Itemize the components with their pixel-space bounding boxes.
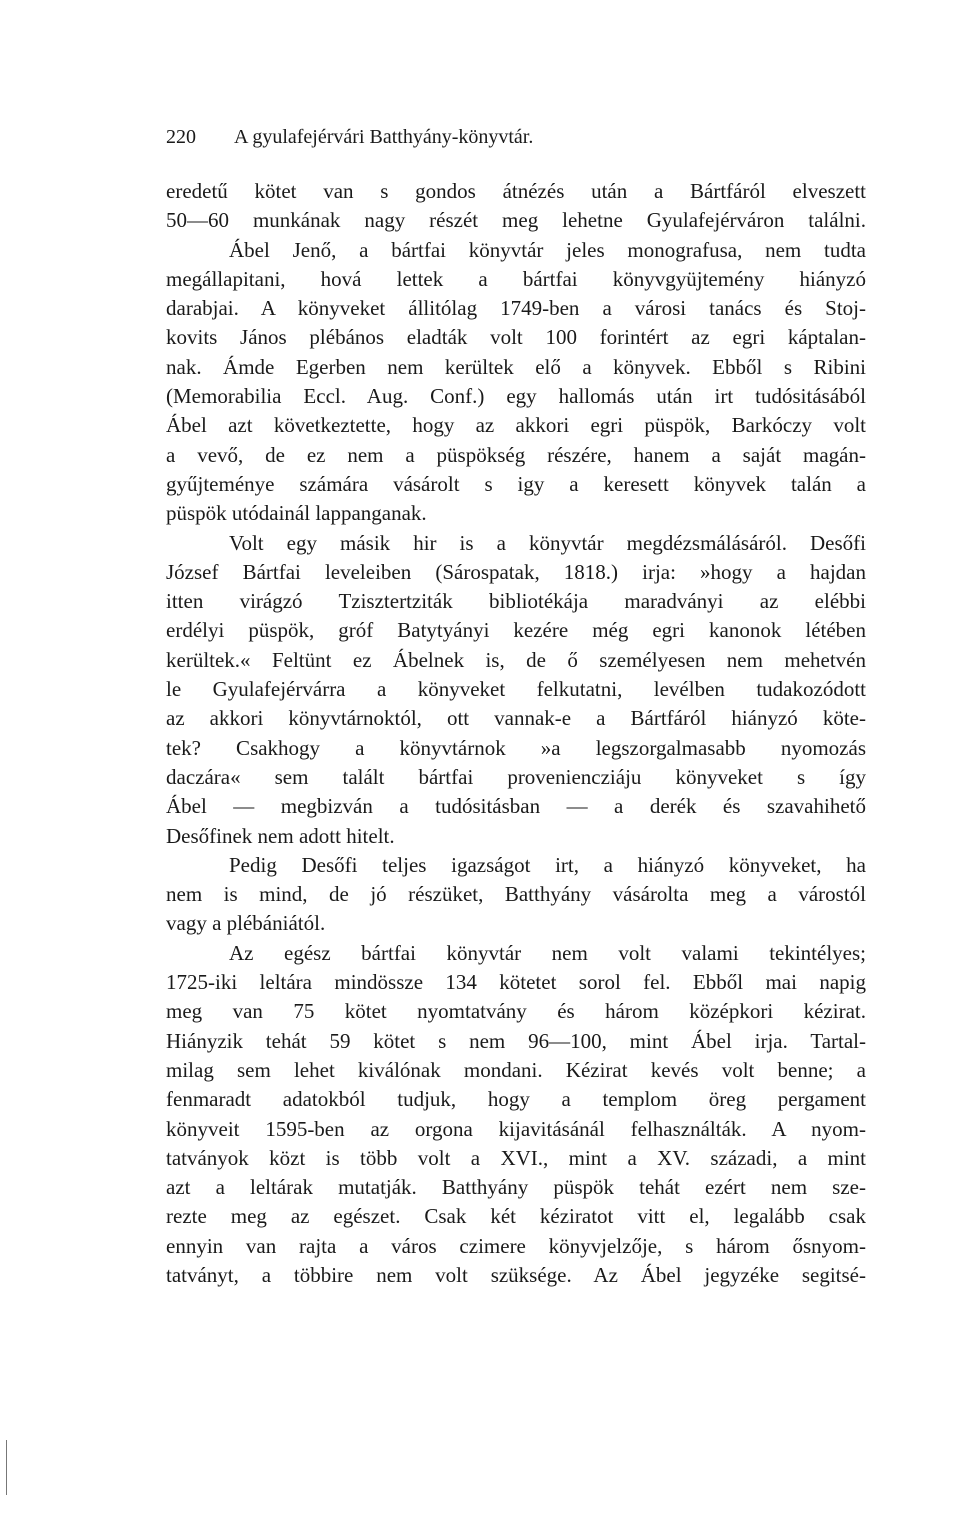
text-line: József Bártfai leveleiben (Sárospatak, 1818.) irja: »hogy a hajdan — [166, 559, 866, 584]
text-line: gyűjteménye számára vásárolt s igy a keresett könyvek talán a — [166, 471, 866, 496]
body-text — [166, 177, 866, 1290]
text-line: Az egész bártfai könyvtár nem volt valami tekintélyes; — [229, 940, 866, 965]
text-line: vagy a plébániától. — [166, 911, 326, 936]
text-line: daczára« sem talált bártfai proveniencziáju könyveket s így — [166, 764, 866, 789]
text-line: le Gyulafejérvárra a könyveket felkutatni, levélben tudakozódott — [166, 677, 866, 702]
text-line: (Memorabilia Eccl. Aug. Conf.) egy hallomás után irt tudósitásából — [166, 384, 866, 409]
text-line: erdélyi püspök, gróf Batytyányi kezére még egri kanonok létében — [166, 618, 866, 643]
text-line: nem is mind, de jó részüket, Batthyány vásárolta meg a várostól — [166, 882, 866, 907]
text-line: Hiányzik tehát 59 kötet s nem 96—100, mint Ábel irja. Tartal- — [166, 1028, 866, 1053]
text-line: Ábel — megbizván a tudósitásban — a derék és szavahihető — [166, 794, 866, 819]
text-line: rezte meg az egészet. Csak két kéziratot vitt el, legalább csak — [166, 1204, 866, 1229]
text-line: tek? Csakhogy a könyvtárnok »a legszorgalmasabb nyomozás — [166, 735, 866, 760]
text-line: Ábel azt következtette, hogy az akkori egri püspök, Barkóczy volt — [166, 413, 866, 438]
text-line: milag sem lehet kiválónak mondani. Kézirat kevés volt benne; a — [166, 1057, 866, 1082]
text-line: könyveit 1595-ben az orgona kijavitásánál felhasználták. A nyom- — [166, 1116, 866, 1141]
text-line: darabjai. A könyveket állitólag 1749-ben a városi tanács és Stoj- — [166, 296, 866, 321]
text-line: azt a leltárak mutatják. Batthyány püspök tehát ezért nem sze- — [166, 1175, 866, 1200]
running-title: A gyulafejérvári Batthyány-könyvtár. — [234, 126, 534, 148]
text-line: 50—60 munkának nagy részét meg lehetne Gyulafejérváron találni. — [166, 208, 866, 233]
margin-mark — [6, 1440, 7, 1495]
text-line: Ábel Jenő, a bártfai könyvtár jeles monografusa, nem tudta — [229, 237, 866, 262]
text-line: püspök utódainál lappanganak. — [166, 501, 427, 526]
text-line: eredetű kötet van s gondos átnézés után a Bártfáról elveszett — [166, 179, 866, 203]
text-line: Desőfinek nem adott hitelt. — [166, 823, 395, 848]
text-line: meg van 75 kötet nyomtatvány és három középkori kézirat. — [166, 999, 866, 1024]
page-header — [166, 122, 866, 152]
text-line: itten virágzó Tzisztertziták bibliotékája maradványi az elébbi — [166, 589, 866, 614]
page-number: 220 — [166, 126, 196, 148]
text-line: nak. Ámde Egerben nem kerültek elő a könyvek. Ebből s Ribini — [166, 354, 866, 379]
text-line: 1725-iki leltára mindössze 134 kötetet sorol fel. Ebből mai napig — [166, 970, 866, 995]
text-line: tatványok közt is több volt a XVI., mint a XV. századi, a mint — [166, 1145, 866, 1170]
text-line: Pedig Desőfi teljes igazságot irt, a hiányzó könyveket, ha — [229, 852, 866, 877]
text-line: fenmaradt adatokból tudjuk, hogy a templom öreg pergament — [166, 1087, 866, 1112]
text-line: Volt egy másik hir is a könyvtár megdézsmálásáról. Desőfi — [229, 530, 866, 555]
text-line: a vevő, de ez nem a püspökség részére, hanem a saját magán- — [166, 442, 866, 467]
text-line: ennyin van rajta a város czimere könyvjelzője, s három ősnyom- — [166, 1233, 866, 1258]
text-line: kerültek.« Feltünt ez Ábelnek is, de ő személyesen nem mehetvén — [166, 647, 866, 672]
text-line: tatványt, a többire nem volt szüksége. Az Ábel jegyzéke segitsé- — [166, 1262, 866, 1287]
text-line: megállapitani, hová lettek a bártfai könyvgyüjtemény hiányzó — [166, 266, 866, 291]
text-line: az akkori könyvtárnoktól, ott vannak-e a Bártfáról hiányzó köte- — [166, 706, 866, 731]
text-line: kovits János plébános eladták volt 100 forintért az egri káptalan- — [166, 325, 866, 350]
